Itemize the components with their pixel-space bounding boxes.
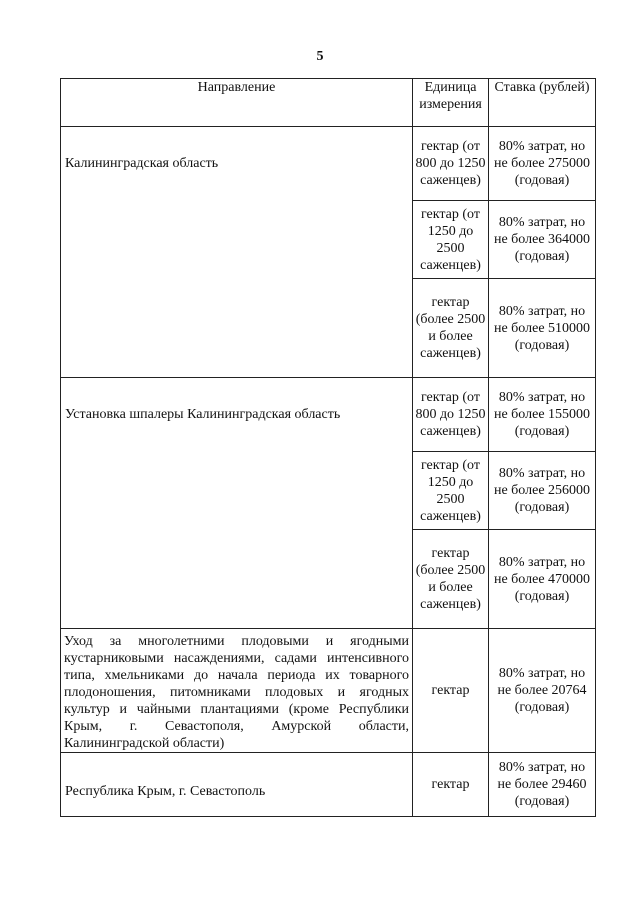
direction-cell: Установка шпалеры Калининградская область <box>61 378 413 629</box>
rate-cell: 80% затрат, но не более 364000 (годовая) <box>489 201 596 279</box>
table-row <box>61 629 596 753</box>
rates-table <box>60 78 596 817</box>
unit-cell: гектар (от 1250 до 2500 саженцев) <box>413 201 489 279</box>
header-unit: Единица измерения <box>413 79 489 127</box>
unit-cell: гектар (от 800 до 1250 саженцев) <box>413 378 489 452</box>
unit-cell: гектар (более 2500 и более саженцев) <box>413 530 489 629</box>
table-row <box>61 127 596 201</box>
rate-cell: 80% затрат, но не более 29460 (годовая) <box>489 753 596 817</box>
table-header-row <box>61 79 596 127</box>
page-number: 5 <box>316 49 324 64</box>
table-row <box>61 378 596 452</box>
rate-cell: 80% затрат, но не более 256000 (годовая) <box>489 452 596 530</box>
direction-cell: Уход за многолетними плодовыми и ягодными кустарниковыми насаждениями, садами интенсивного типа, хмельниками до начала периода их товарного плодоношения, питомниками плодовых и ягодных культур и чайными плантациями (кроме Республики Крым, г. Севастополя, Амурской области, Калининградской области) <box>61 629 413 753</box>
header-rate: Ставка (рублей) <box>489 79 596 127</box>
rate-cell: 80% затрат, но не более 20764 (годовая) <box>489 629 596 753</box>
rate-cell: 80% затрат, но не более 155000 (годовая) <box>489 378 596 452</box>
rate-cell: 80% затрат, но не более 510000 (годовая) <box>489 279 596 378</box>
rate-cell: 80% затрат, но не более 275000 (годовая) <box>489 127 596 201</box>
unit-cell: гектар <box>413 629 489 753</box>
header-direction: Направление <box>61 79 413 127</box>
direction-cell: Калининградская область <box>61 127 413 378</box>
table-row <box>61 753 596 817</box>
unit-cell: гектар (от 1250 до 2500 саженцев) <box>413 452 489 530</box>
unit-cell: гектар (более 2500 и более саженцев) <box>413 279 489 378</box>
unit-cell: гектар <box>413 753 489 817</box>
direction-cell: Республика Крым, г. Севастополь <box>61 753 413 817</box>
unit-cell: гектар (от 800 до 1250 саженцев) <box>413 127 489 201</box>
rate-cell: 80% затрат, но не более 470000 (годовая) <box>489 530 596 629</box>
